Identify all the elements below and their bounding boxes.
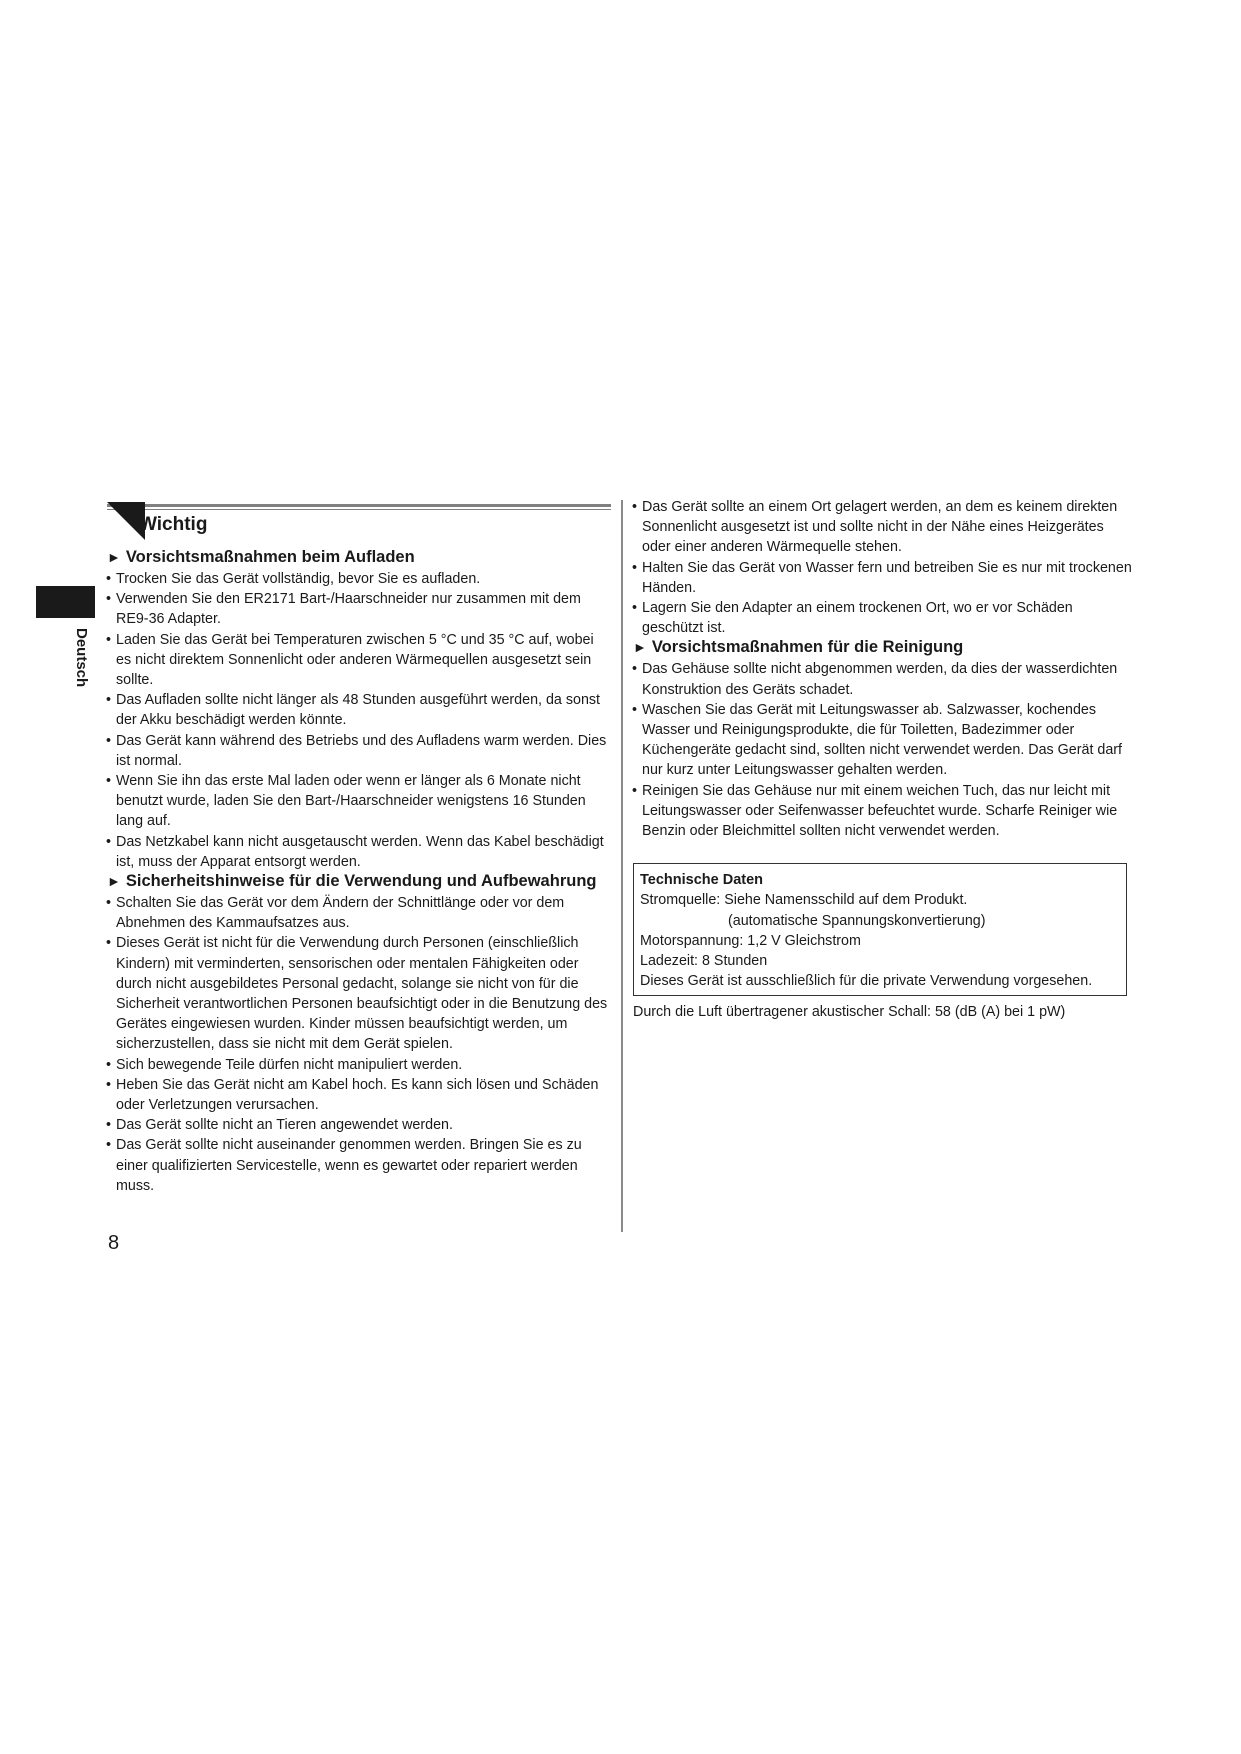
column-divider: [621, 500, 623, 1232]
cleaning-list: [633, 659, 1133, 841]
language-side-label: Deutsch: [73, 628, 90, 688]
list-item-text: Das Gerät sollte nicht an Tieren angewendet werden.: [116, 1117, 453, 1134]
arrow-right-icon: ►: [107, 549, 121, 565]
list-item-text: Waschen Sie das Gerät mit Leitungswasser ab. Salzwasser, kochendes Wasser und Reinigungsprodukte, die für Toiletten, Badezimmer oder Küchengeräte gedacht sind, sollten nicht verwendet werden. Das Gerät darf nur kurz unter Leitungswasser gehalten werden.: [642, 701, 1123, 779]
power-source: Stromquelle: Siehe Namensschild auf dem Produkt.: [640, 892, 968, 909]
list-item-text: Das Aufladen sollte nicht länger als 48 Stunden ausgeführt werden, da sonst der Akku beschädigt werden könnte.: [116, 692, 601, 729]
list-item: [107, 893, 611, 933]
bullet-icon: •: [106, 692, 112, 709]
technical-data-title: Technische Daten: [640, 872, 764, 889]
list-item: [107, 1135, 611, 1196]
right-column: [633, 497, 1133, 1023]
list-item-text: Schalten Sie das Gerät vor dem Ändern der Schnittlänge oder vor dem Abnehmen des Kammaufsatzes aus.: [116, 895, 565, 932]
list-item-text: Verwenden Sie den ER2171 Bart-/Haarschneider nur zusammen mit dem RE9-36 Adapter.: [116, 591, 581, 628]
language-tab-marker: [36, 586, 95, 618]
bullet-icon: •: [106, 773, 112, 790]
list-item: [107, 933, 611, 1054]
private-use-note: Dieses Gerät ist ausschließlich für die private Verwendung vorgesehen.: [640, 973, 1093, 990]
motor-voltage: Motorspannung: 1,2 V Gleichstrom: [640, 932, 861, 949]
bullet-icon: •: [106, 1076, 112, 1093]
list-item-text: Halten Sie das Gerät von Wasser fern und betreiben Sie es nur mit trockenen Händen.: [642, 559, 1132, 596]
cleaning-heading-text: Vorsichtsmaßnahmen für die Reinigung: [651, 638, 964, 657]
bullet-icon: •: [106, 1137, 112, 1154]
section-list: [107, 893, 611, 1196]
list-item: [633, 781, 1133, 842]
list-item-text: Trocken Sie das Gerät vollständig, bevor Sie es aufladen.: [116, 571, 481, 587]
list-item-text: Heben Sie das Gerät nicht am Kabel hoch. Es kann sich lösen und Schäden oder Verletzungen verursachen.: [116, 1076, 599, 1114]
list-item-text: Das Gehäuse sollte nicht abgenommen werden, da dies der wasserdichten Konstruktion des Geräts schadet.: [642, 661, 1118, 698]
list-item: [107, 630, 611, 691]
list-item-text: Das Gerät sollte an einem Ort gelagert werden, an dem es keinem direkten Sonnenlicht ausgesetzt ist und sollte nicht in der Nähe eines Heizgerätes oder einer anderen Wärmequelle stehen.: [642, 499, 1118, 556]
section-list: [107, 569, 611, 872]
list-item-text: Das Gerät kann während des Betriebs und des Aufladens warm werden. Dies ist normal.: [116, 732, 607, 769]
bullet-icon: •: [106, 732, 112, 749]
list-item-text: Dieses Gerät ist nicht für die Verwendung durch Personen (einschließlich Kindern) mit verminderten, sensorischen oder mentalen Fähigkeiten oder durch nicht ausgebildetes Personal gedacht, solange sie nicht von für die Sicherheit verantwortlichen Personen beaufsichtigt oder in die Benutzung des Gerätes eingewiesen wurden. Kinder müssen beaufsichtigt werden, um sicherzustellen, dass sie nicht mit dem Gerät spielen.: [116, 935, 608, 1053]
bullet-icon: •: [106, 1056, 112, 1073]
bullet-icon: •: [632, 701, 638, 718]
bullet-icon: •: [106, 895, 112, 912]
bullet-icon: •: [106, 935, 112, 952]
left-sections: [107, 548, 611, 1196]
list-item: [107, 731, 611, 771]
header-rule: [107, 504, 611, 507]
page-number: 8: [108, 1232, 120, 1254]
list-item: [633, 598, 1133, 638]
list-item: [107, 690, 611, 730]
bullet-icon: •: [632, 782, 638, 799]
list-item-text: Lagern Sie den Adapter an einem trockenen Ort, wo er vor Schäden geschützt ist.: [642, 600, 1073, 637]
power-source-note: (automatische Spannungskonvertierung): [728, 912, 986, 929]
section-heading: [107, 872, 611, 891]
list-item: [633, 659, 1133, 699]
header-rule-thin: [107, 509, 611, 510]
technical-data-box: [633, 863, 1127, 996]
list-item: [107, 569, 611, 589]
list-item: [107, 832, 611, 872]
bullet-icon: •: [106, 1117, 112, 1134]
section-heading-text: Sicherheitshinweise für die Verwendung und Aufbewahrung: [125, 872, 597, 891]
storage-list: [633, 497, 1133, 638]
list-item: [107, 1055, 611, 1075]
charge-time: Ladezeit: 8 Stunden: [640, 953, 768, 970]
bullet-icon: •: [632, 661, 638, 678]
arrow-right-icon: ►: [107, 873, 121, 890]
bullet-icon: •: [106, 591, 112, 608]
left-column: [107, 502, 611, 1196]
list-item: [107, 589, 611, 629]
arrow-right-icon: ►: [633, 639, 647, 656]
section-heading-text: Vorsichtsmaßnahmen beim Aufladen: [125, 548, 415, 566]
list-item-text: Laden Sie das Gerät bei Temperaturen zwischen 5 °C und 35 °C auf, wobei es nicht direktem Sonnenlicht oder anderen Wärmequellen ausgesetzt sein sollte.: [116, 631, 594, 689]
noise-level: Durch die Luft übertragener akustischer Schall: 58 (dB (A) bei 1 pW): [633, 1004, 1066, 1021]
list-item: [107, 771, 611, 832]
list-item-text: Das Gerät sollte nicht auseinander genommen werden. Bringen Sie es zu einer qualifizierten Servicestelle, wenn es gewartet oder repariert werden muss.: [116, 1137, 582, 1194]
list-item: [633, 558, 1133, 598]
list-item-text: Sich bewegende Teile dürfen nicht manipuliert werden.: [116, 1056, 463, 1073]
wichtig-title: Wichtig: [139, 514, 208, 535]
bullet-icon: •: [106, 833, 112, 850]
section-heading: [107, 548, 611, 567]
section-heading-cleaning: [633, 638, 1133, 657]
list-item-text: Reinigen Sie das Gehäuse nur mit einem weichen Tuch, das nur leicht mit Leitungswasser oder Seifenwasser befeuchtet wurde. Scharfe Reiniger wie Benzin oder Bleichmittel sollten nicht verwendet werden.: [642, 782, 1118, 840]
bullet-icon: •: [632, 499, 638, 515]
bullet-icon: •: [106, 631, 112, 648]
wichtig-header: [107, 502, 611, 548]
list-item: [633, 700, 1133, 781]
bullet-icon: •: [632, 600, 638, 617]
list-item-text: Wenn Sie ihn das erste Mal laden oder wenn er länger als 6 Monate nicht benutzt wurde, laden Sie den Bart-/Haarschneider wenigstens 16 Stunden lang auf.: [116, 773, 586, 830]
bullet-icon: •: [106, 571, 112, 587]
list-item: [107, 1075, 611, 1115]
list-item: [633, 497, 1133, 558]
list-item-text: Das Netzkabel kann nicht ausgetauscht werden. Wenn das Kabel beschädigt ist, muss der Apparat entsorgt werden.: [116, 833, 604, 870]
bullet-icon: •: [632, 559, 638, 576]
list-item: [107, 1115, 611, 1135]
